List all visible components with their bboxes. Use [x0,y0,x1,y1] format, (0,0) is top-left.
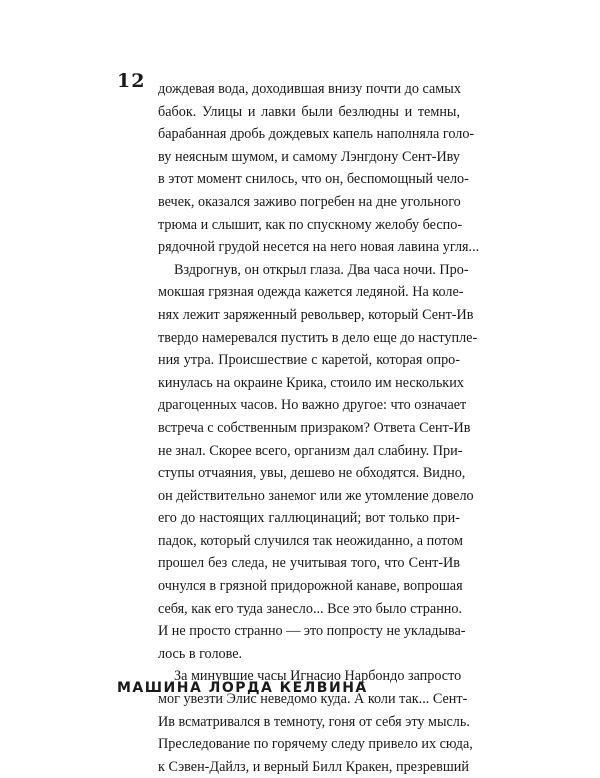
text-line: себя, как его туда занесло... Все это было странно. [158,600,463,617]
text-line: За минувшие часы Игнасио Нарбондо запросто [174,668,462,685]
page-number: 12 [117,70,146,92]
running-title: МАШИНА ЛОРДА КЕЛВИНА [117,680,368,696]
text-line: барабанная дробь дождевых капель наполняла голо- [158,126,475,143]
text-line: встреча с собственным призраком? Ответа Сент-Ив [158,419,471,436]
text-line: мог увезти Элис неведомо куда. А коли так... Сент- [158,691,468,708]
text-line: бабок. Улицы и лавки были безлюдны и темны, [158,103,460,120]
text-line: мокшая грязная одежда кажется ледяной. На коле- [158,284,464,301]
text-line: в этот момент снилось, что он, беспомощный чело- [158,171,469,188]
text-line: твердо намеревался пустить в дело еще до наступле- [158,329,478,346]
text-line: ступы отчаяния, увы, дешево не обходятся. Видно, [158,465,466,482]
text-line: его до настоящих галлюцинаций; вот только при- [158,510,460,527]
text-line: вечек, оказался заживо погребен на дне угольного [158,193,461,210]
text-line: трюма и слышит, как по спускному желобу беспо- [158,216,463,233]
text-line: нях лежит заряженный револьвер, который Сент-Ив [158,306,474,323]
text-line: ния утра. Происшествие с каретой, которая опро- [158,352,460,369]
text-line: кинулась на окраине Крика, стоило им нескольких [158,374,464,391]
text-line: падок, который случился так неожиданно, а потом [158,532,463,549]
text-line: к Сэвен-Дайлз, и верный Билл Кракен, презревший [158,758,469,775]
text-line: Вздрогнув, он открыл глаза. Два часа ночи. Про- [174,261,469,278]
text-line: драгоценных часов. Но важно другое: что означает [158,397,467,414]
text-line: Ив всматривался в темноту, гоня от себя эту мысль. [158,713,470,730]
text-line: Преследование по горячему следу привело их сюда, [158,736,473,753]
text-line: рядочной грудой несется на него новая лавина угля... [158,239,480,256]
text-line: очнулся в грязной придорожной канаве, вопрошая [158,578,463,595]
text-line: он действительно занемог или же утомление довело [158,487,474,504]
text-line: лось в голове. [158,645,243,662]
body-text [158,78,480,778]
text-line: И не просто странно — это попросту не укладыва- [158,623,466,640]
text-line: дождевая вода, доходившая внизу почти до самых [158,81,461,97]
text-line: ву неясным шумом, и самому Лэнгдону Сент-Иву [158,148,460,165]
text-line: прошел без следа, не учитывая того, что Сент-Ив [158,555,460,572]
text-line: не знал. Скорее всего, организм дал слабину. При- [158,442,463,459]
